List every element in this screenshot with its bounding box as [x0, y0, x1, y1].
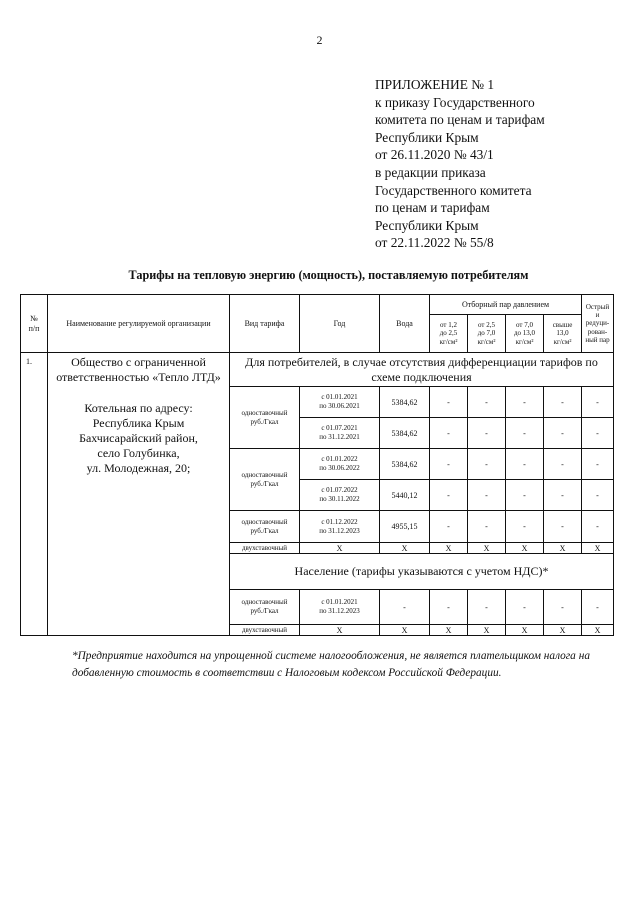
header-number [21, 295, 48, 353]
dash-cell: - [544, 449, 582, 480]
period-from: с 01.01.2021 [321, 598, 358, 607]
x-cell: X [380, 543, 430, 554]
header-steam-line: до 13,0 [513, 329, 536, 338]
period-from: с 01.07.2021 [321, 424, 358, 433]
header-steam-line: кг/см² [477, 337, 496, 346]
appendix-line: от 22.11.2022 № 55/8 [375, 235, 494, 251]
tariff-kind-two-rate: двухставочный [230, 543, 300, 554]
x-cell: X [506, 625, 544, 636]
header-steam-line: кг/см² [439, 337, 458, 346]
period-to: по 31.12.2023 [319, 607, 360, 615]
dash-cell: - [544, 387, 582, 418]
dash-cell: - [582, 480, 614, 511]
water-value: 5384,62 [380, 449, 430, 480]
header-number-line: п/п [28, 323, 40, 333]
x-cell: X [582, 625, 614, 636]
appendix-line: Республики Крым [375, 129, 479, 145]
org-address-line: Республика Крым [92, 416, 185, 430]
dash-cell: - [468, 480, 506, 511]
tariff-kind-line: руб./Гкал [250, 607, 279, 615]
water-value: - [380, 590, 430, 625]
period-cell [300, 449, 380, 480]
appendix-line: по ценам и тарифам [375, 200, 490, 216]
org-address-line: Котельная по адресу: [84, 401, 193, 415]
dash-cell: - [468, 511, 506, 543]
dash-cell: - [430, 449, 468, 480]
header-sharp-line: Острый [585, 302, 610, 311]
period-from: с 01.01.2022 [321, 455, 358, 464]
period-to: по 31.12.2023 [319, 526, 360, 535]
x-cell: X [544, 543, 582, 554]
org-address-line: ул. Молодежная, 20; [86, 461, 191, 475]
dash-cell: - [468, 449, 506, 480]
x-cell: X [468, 625, 506, 636]
header-steam-line: от 2,5 [478, 321, 495, 330]
tariff-kind-single [230, 449, 300, 511]
appendix-line: от 26.11.2020 № 43/1 [375, 147, 494, 163]
tariff-kind-line: руб./Гкал [250, 417, 279, 426]
appendix-block [375, 76, 625, 252]
tariff-table [20, 294, 614, 636]
dash-cell: - [506, 449, 544, 480]
dash-cell: - [544, 590, 582, 625]
period-to: по 30.06.2022 [319, 464, 360, 472]
header-steam-line: кг/см² [515, 337, 534, 346]
footnote: *Предприятие находится на упрощенной системе налогообложения, не является плательщиком налога на добавленную стоимость в соответствии с Налоговым кодексом Российской Федерации. [72, 650, 590, 679]
row-number: 1. [21, 353, 48, 636]
tariff-kind-line: руб./Гкал [250, 479, 279, 488]
x-cell: X [544, 625, 582, 636]
x-cell: X [582, 543, 614, 554]
dash-cell: - [544, 480, 582, 511]
section-consumers: Для потребителей, в случае отсутствия дифференциации тарифов по схеме подключения [230, 353, 614, 387]
x-cell: X [506, 543, 544, 554]
dash-cell: - [468, 418, 506, 449]
tariff-kind-single [230, 387, 300, 449]
dash-cell: - [506, 480, 544, 511]
dash-cell: - [544, 418, 582, 449]
period-from: с 01.07.2022 [321, 486, 358, 495]
dash-cell: - [430, 511, 468, 543]
organization-cell [48, 353, 230, 636]
header-sharp-line: ный пар [585, 335, 610, 344]
header-steam-line: 13,0 [556, 329, 569, 338]
dash-cell: - [430, 590, 468, 625]
header-steam-line: от 1,2 [440, 321, 457, 330]
dash-cell: - [582, 449, 614, 480]
header-tariff-kind: Вид тарифа [230, 295, 300, 353]
tariff-kind-line: одноставочный [241, 517, 288, 526]
water-value: 5384,62 [380, 418, 430, 449]
header-steam-line: свыше [552, 321, 573, 330]
period-from: с 01.12.2022 [321, 517, 358, 526]
header-steam-3 [506, 315, 544, 353]
org-name-line: ответственностью «Тепло ЛТД» [56, 370, 221, 384]
period-to: по 30.06.2021 [319, 402, 360, 410]
header-steam-line: кг/см² [553, 337, 572, 346]
x-cell: X [300, 625, 380, 636]
period-to: по 31.12.2021 [319, 433, 360, 441]
tariff-kind-two-rate: двухставочный [230, 625, 300, 636]
dash-cell: - [506, 418, 544, 449]
dash-cell: - [430, 418, 468, 449]
org-address-line: Бахчисарайский район, [79, 431, 198, 445]
x-cell: X [468, 543, 506, 554]
water-value: 4955,15 [380, 511, 430, 543]
org-name-line: Общество с ограниченной [71, 355, 206, 369]
header-organization: Наименование регулируемой организации [48, 295, 230, 353]
tariff-kind-line: руб./Гкал [250, 526, 279, 535]
dash-cell: - [582, 387, 614, 418]
header-steam-line: до 2,5 [439, 329, 458, 338]
tariff-kind-line: одноставочный [241, 408, 288, 417]
x-cell: X [300, 543, 380, 554]
dash-cell: - [506, 511, 544, 543]
appendix-line: Республики Крым [375, 217, 479, 233]
tariff-kind-single [230, 590, 300, 625]
header-sharp-line: рован- [587, 327, 608, 336]
header-number-line: № [30, 314, 38, 323]
x-cell: X [430, 543, 468, 554]
period-cell [300, 590, 380, 625]
period-from: с 01.01.2021 [321, 393, 358, 402]
header-steam-4 [544, 315, 582, 353]
x-cell: X [380, 625, 430, 636]
period-to: по 30.11.2022 [319, 495, 360, 503]
tariff-kind-line: одноставочный [241, 598, 288, 607]
header-sharp-steam [582, 295, 614, 353]
dash-cell: - [430, 480, 468, 511]
dash-cell: - [468, 590, 506, 625]
period-cell [300, 418, 380, 449]
org-address-line: село Голубинка, [97, 446, 180, 460]
header-year: Год [300, 295, 380, 353]
header-steam-line: до 7,0 [477, 329, 496, 338]
appendix-line: в редакции приказа [375, 164, 486, 180]
header-steam-1 [430, 315, 468, 353]
water-value: 5384,62 [380, 387, 430, 418]
period-cell [300, 480, 380, 511]
water-value: 5440,12 [380, 480, 430, 511]
header-steam-line: от 7,0 [516, 321, 533, 330]
section-population: Население (тарифы указываются с учетом НДС)* [230, 554, 614, 590]
x-cell: X [430, 625, 468, 636]
header-sharp-line: редуци- [585, 319, 610, 328]
appendix-line: Государственного комитета [375, 182, 532, 198]
dash-cell: - [582, 418, 614, 449]
header-sharp-line: и [595, 311, 600, 320]
period-cell [300, 511, 380, 543]
dash-cell: - [582, 511, 614, 543]
appendix-line: комитета по ценам и тарифам [375, 112, 545, 128]
dash-cell: - [506, 590, 544, 625]
appendix-line: ПРИЛОЖЕНИЕ № 1 [375, 77, 495, 92]
dash-cell: - [582, 590, 614, 625]
dash-cell: - [544, 511, 582, 543]
tariff-kind-single [230, 511, 300, 543]
header-steam-group: Отборный пар давлением [430, 295, 582, 315]
header-water: Вода [380, 295, 430, 353]
page-number: 2 [316, 33, 323, 47]
header-steam-2 [468, 315, 506, 353]
appendix-line: к приказу Государственного [375, 94, 535, 110]
document-title: Тарифы на тепловую энергию (мощность), поставляемую потребителям [128, 268, 529, 282]
period-cell [300, 387, 380, 418]
dash-cell: - [506, 387, 544, 418]
dash-cell: - [430, 387, 468, 418]
dash-cell: - [468, 387, 506, 418]
tariff-kind-line: одноставочный [241, 470, 288, 479]
